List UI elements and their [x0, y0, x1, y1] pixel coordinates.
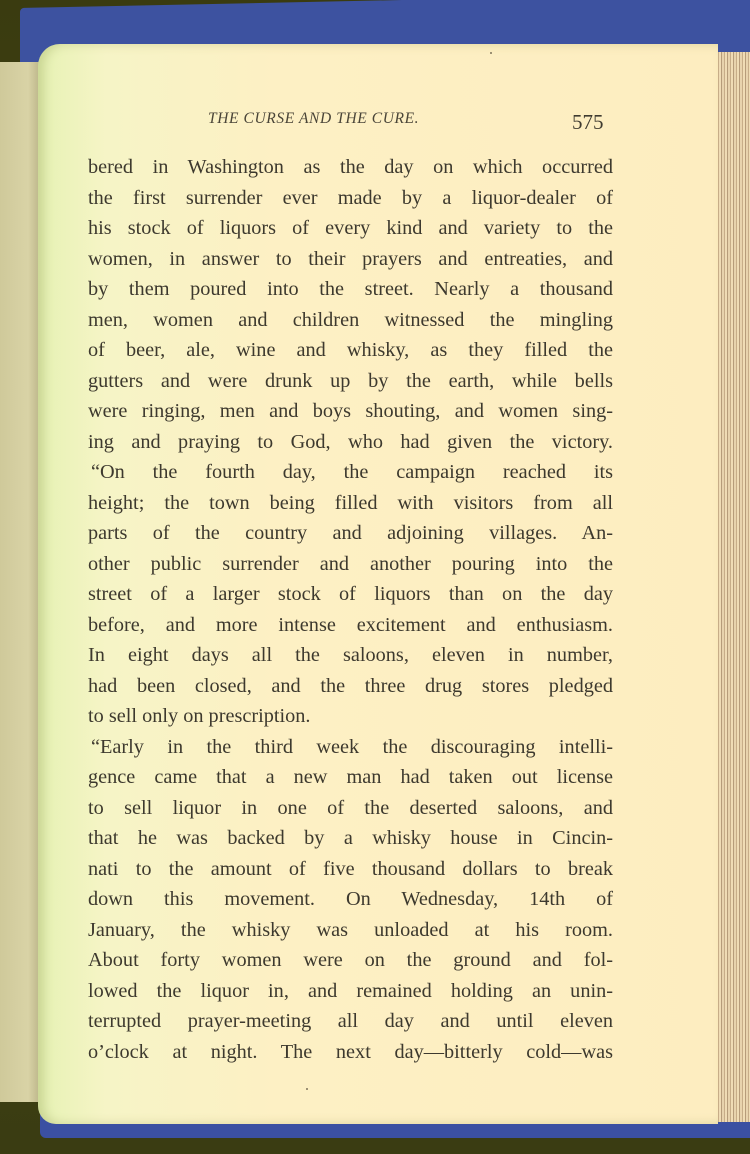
- text-line: were ringing, men and boys shouting, and women sing-: [88, 400, 613, 422]
- text-line: of beer, ale, wine and whisky, as they filled the: [88, 339, 613, 361]
- text-line: gutters and were drunk up by the earth, while bells: [88, 369, 613, 392]
- text-line: before, and more intense excitement and enthusiasm.: [88, 613, 613, 636]
- text-line: height; the town being filled with visitors from all: [88, 491, 613, 514]
- text-line: other public surrender and another pouring into the: [88, 552, 613, 575]
- text-line: “Early in the third week the discouraging intelli-: [91, 735, 613, 758]
- text-line: men, women and children witnessed the mingling: [88, 308, 613, 331]
- text-line: o’clock at night. The next day—bitterly cold—was: [88, 1040, 613, 1063]
- page-body: [88, 152, 613, 1067]
- text-line: January, the whisky was unloaded at his room.: [88, 918, 613, 941]
- text-line: In eight days all the saloons, eleven in number,: [88, 644, 613, 666]
- previous-page-edge: [0, 62, 40, 1102]
- paper-speck: [490, 52, 492, 54]
- text-line: About forty women were on the ground and fol-: [88, 949, 613, 971]
- text-line: down this movement. On Wednesday, 14th of: [88, 888, 613, 910]
- text-line: the first surrender ever made by a liquor-dealer of: [88, 186, 613, 209]
- text-line: nati to the amount of five thousand dollars to break: [88, 857, 613, 880]
- text-line: ing and praying to God, who had given the victory.: [88, 430, 613, 453]
- text-line: terrupted prayer-meeting all day and until eleven: [88, 1010, 613, 1032]
- text-line: by them poured into the street. Nearly a thousand: [88, 278, 613, 300]
- text-line: bered in Washington as the day on which occurred: [88, 156, 613, 178]
- text-line: gence came that a new man had taken out license: [88, 766, 613, 788]
- text-line: “On the fourth day, the campaign reached its: [91, 461, 613, 483]
- text-line: to sell only on prescription.: [88, 705, 311, 727]
- text-line: lowed the liquor in, and remained holding an unin-: [88, 979, 613, 1002]
- page-number: 575: [572, 110, 604, 134]
- text-line: street of a larger stock of liquors than on the day: [88, 583, 613, 605]
- text-line: parts of the country and adjoining villages. An-: [88, 522, 613, 544]
- running-head: THE CURSE AND THE CURE.: [208, 110, 420, 127]
- page-stack-edges: [716, 52, 750, 1122]
- text-line: that he was backed by a whisky house in Cincin-: [88, 827, 613, 849]
- text-line: had been closed, and the three drug stores pledged: [88, 674, 613, 697]
- text-line: women, in answer to their prayers and entreaties, and: [88, 247, 613, 270]
- text-line: to sell liquor in one of the deserted saloons, and: [88, 796, 613, 819]
- text-line: his stock of liquors of every kind and variety to the: [88, 217, 613, 239]
- paper-speck: [306, 1088, 308, 1090]
